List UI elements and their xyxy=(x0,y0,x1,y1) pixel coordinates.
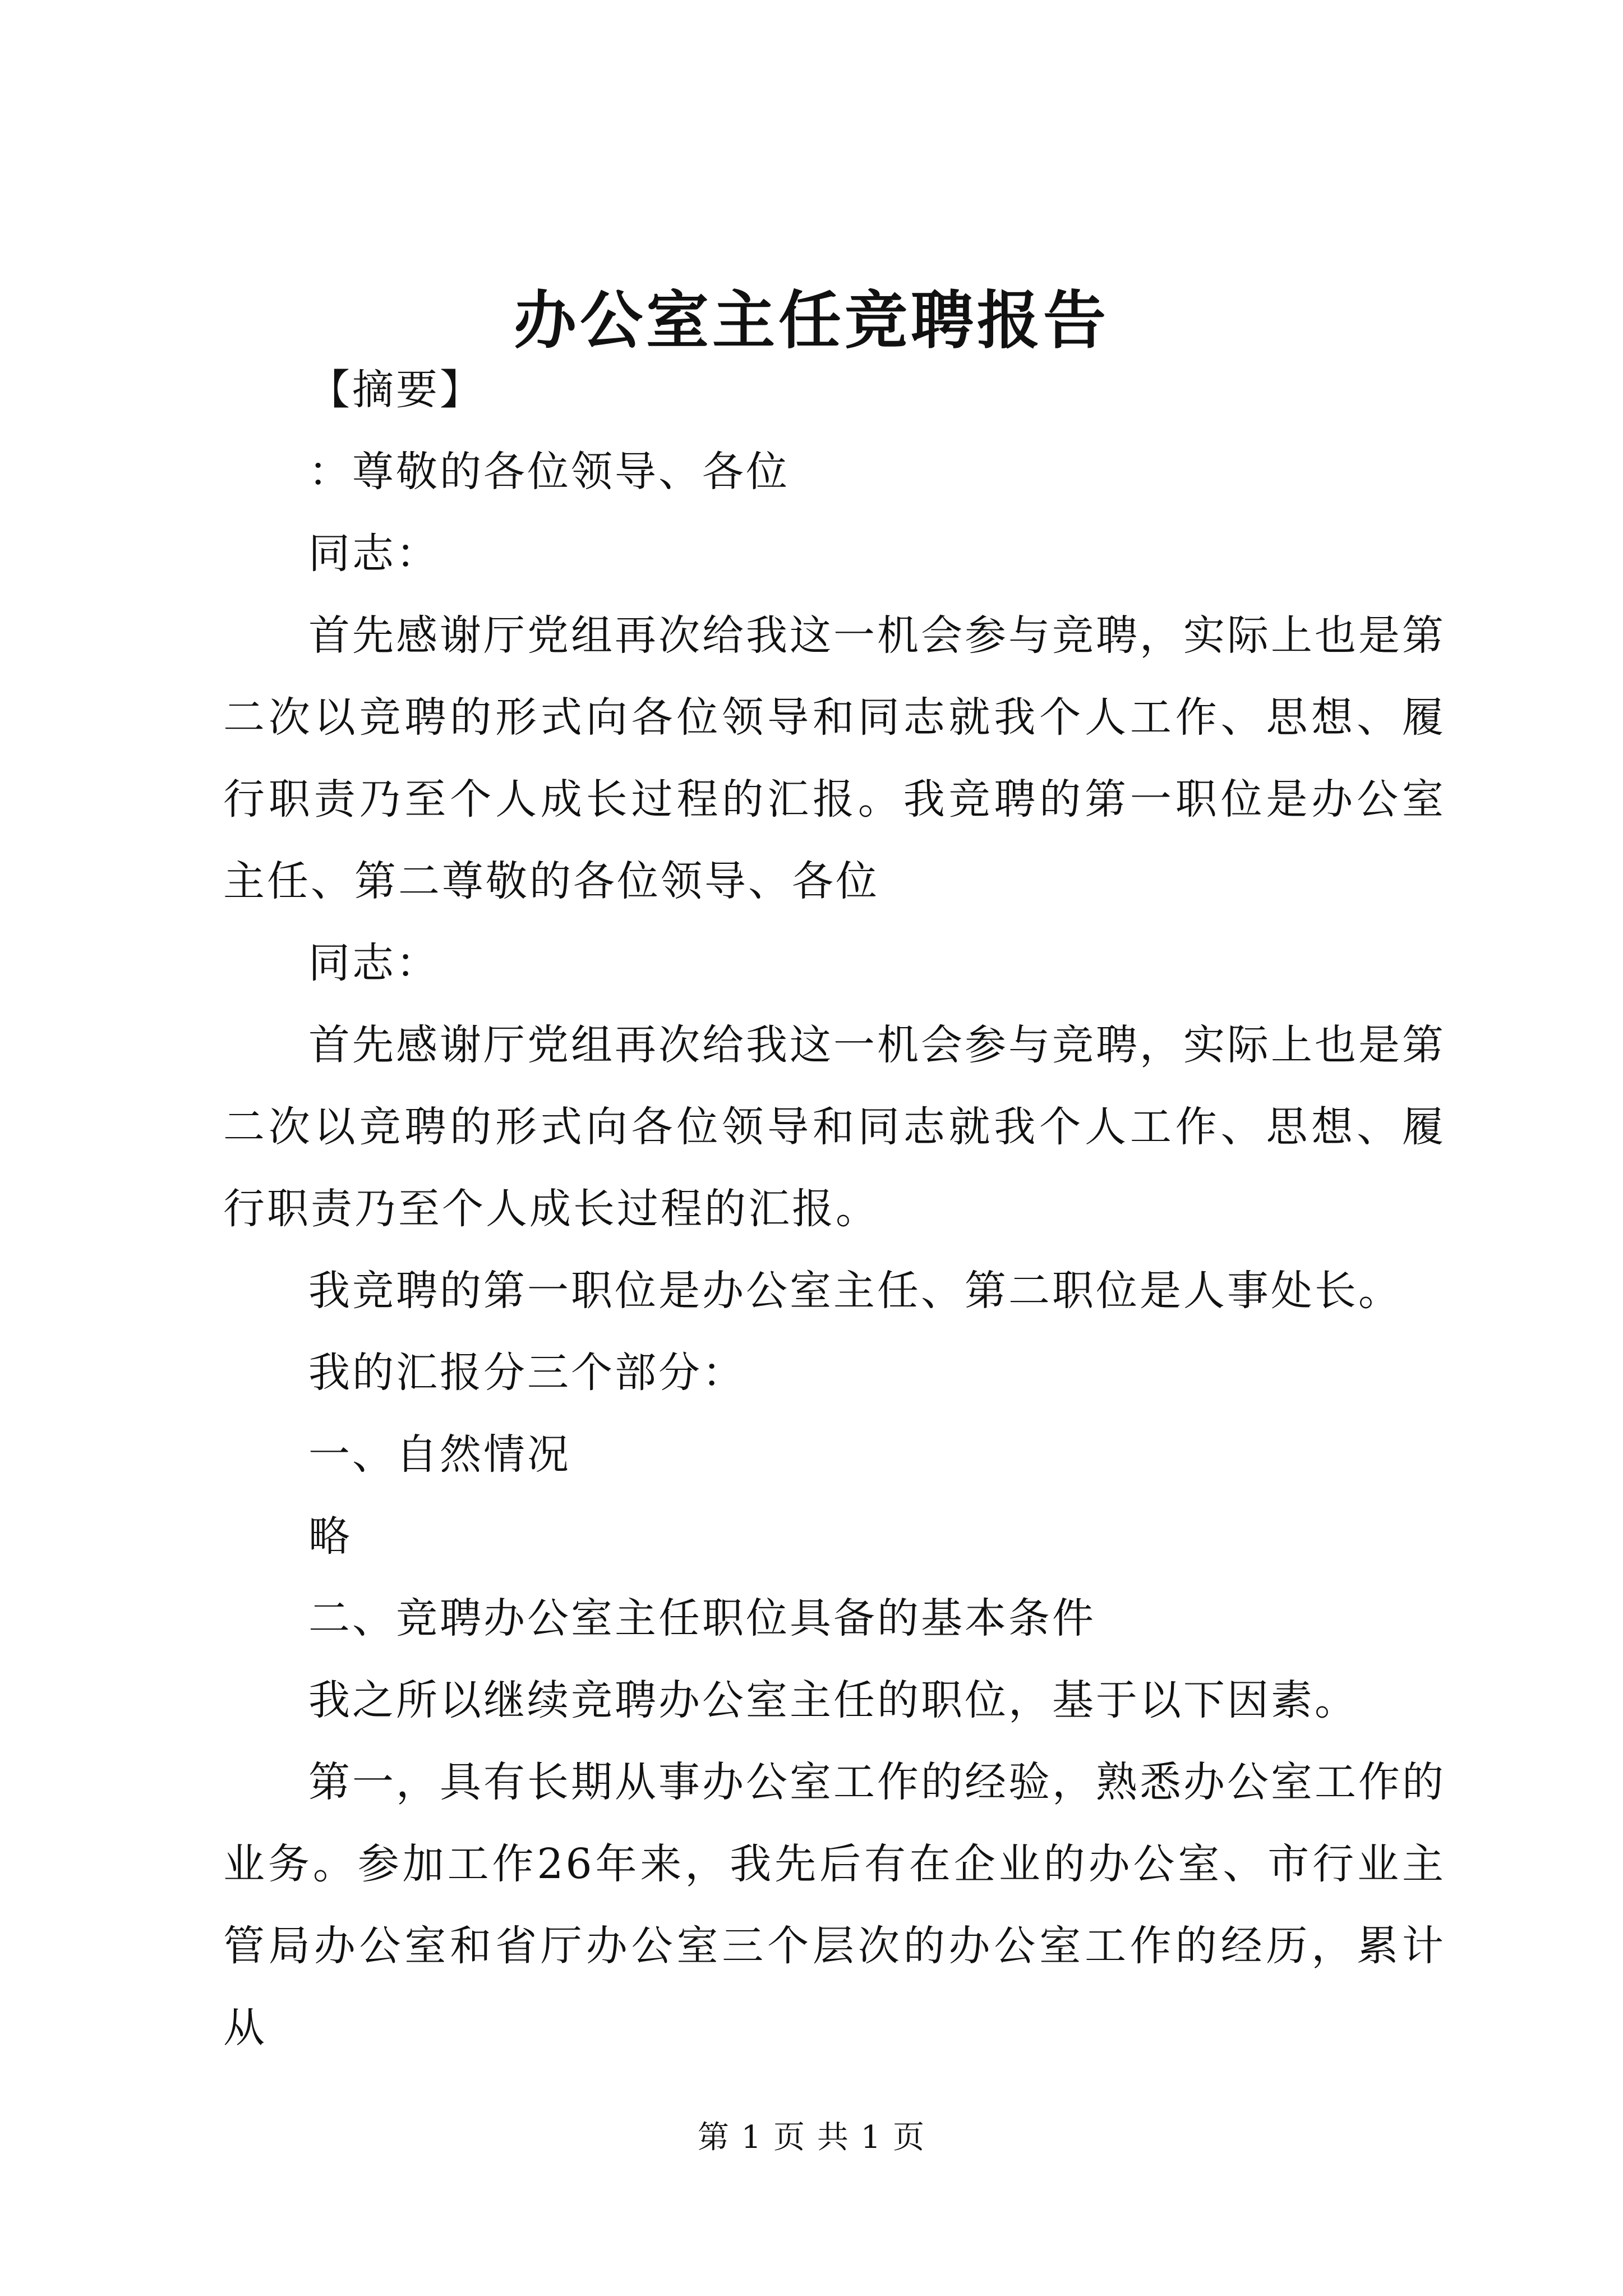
paragraph-report-parts: 我的汇报分三个部分： xyxy=(308,1349,746,1397)
section-heading-2: 二、竞聘办公室主任职位具备的基本条件 xyxy=(308,1594,1096,1642)
paragraph-intro: 首先感谢厅党组再次给我这一机会参与竞聘，实际上也是第二次以竞聘的形式向各位领导和同志就我个人工作、思想、履行职责乃至个人成长过程的汇报。我竞聘的第一职位是办公室主任、第二尊敬的各位领导、各位 xyxy=(223,611,1446,905)
paragraph-comrades: 同志： xyxy=(308,530,440,578)
paragraph-omitted: 略 xyxy=(308,1512,352,1561)
document-body xyxy=(223,349,1446,2069)
paragraph-reasons: 我之所以继续竞聘办公室主任的职位，基于以下因素。 xyxy=(308,1676,1358,1724)
paragraph-first-reason: 第一，具有长期从事办公室工作的经验，熟悉办公室工作的业务。参加工作26年来，我先后有在企业的办公室、市行业主管局办公室和省厅办公室三个层次的办公室工作的经历，累计从 xyxy=(223,1758,1446,2052)
paragraph-comrades-repeat: 同志： xyxy=(308,939,440,987)
document-title: 办公室主任竞聘报告 xyxy=(514,284,1109,357)
paragraph-positions: 我竞聘的第一职位是办公室主任、第二职位是人事处长。 xyxy=(308,1267,1402,1315)
page-footer: 第 1 页 共 1 页 xyxy=(697,2119,926,2156)
paragraph-intro-repeat: 首先感谢厅党组再次给我这一机会参与竞聘，实际上也是第二次以竞聘的形式向各位领导和同志就我个人工作、思想、履行职责乃至个人成长过程的汇报。 xyxy=(223,1021,1446,1233)
paragraph-abstract-heading: 【摘要】 xyxy=(308,366,483,414)
paragraph-salutation: ：尊敬的各位领导、各位 xyxy=(308,448,790,496)
section-heading-1: 一、自然情况 xyxy=(308,1430,571,1479)
